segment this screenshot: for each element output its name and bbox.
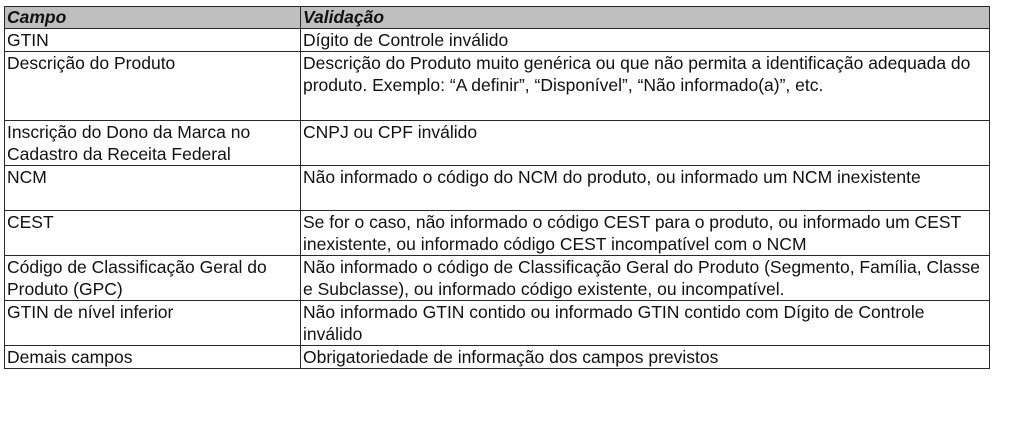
- campo-cell: NCM: [5, 166, 301, 211]
- campo-cell: Descrição do Produto: [5, 52, 301, 121]
- campo-cell: Código de Classificação Geral do Produto (GPC): [5, 256, 301, 301]
- validacao-cell: Não informado GTIN contido ou informado GTIN contido com Dígito de Controle inválido: [301, 301, 990, 346]
- validacao-cell: Não informado o código de Classificação Geral do Produto (Segmento, Família, Classe e Subclasse), ou informado código existente, ou incompatível.: [301, 256, 990, 301]
- table-row: [5, 211, 990, 256]
- validation-table: [4, 6, 990, 369]
- validacao-cell: Obrigatoriedade de informação dos campos previstos: [301, 346, 990, 369]
- campo-cell: GTIN de nível inferior: [5, 301, 301, 346]
- column-header-campo: Campo: [5, 7, 301, 29]
- validacao-cell: Não informado o código do NCM do produto, ou informado um NCM inexistente: [301, 166, 990, 211]
- table-header-row: [5, 7, 990, 29]
- table-row: [5, 256, 990, 301]
- campo-cell: Demais campos: [5, 346, 301, 369]
- campo-cell: GTIN: [5, 29, 301, 52]
- campo-cell: CEST: [5, 211, 301, 256]
- validacao-cell: Descrição do Produto muito genérica ou que não permita a identificação adequada do produto. Exemplo: “A definir”, “Disponível”, “Não informado(a)”, etc.: [301, 52, 990, 121]
- table-row: [5, 121, 990, 166]
- table-row: [5, 301, 990, 346]
- table-row: [5, 166, 990, 211]
- table-row: [5, 346, 990, 369]
- table-row: [5, 52, 990, 121]
- validacao-cell: CNPJ ou CPF inválido: [301, 121, 990, 166]
- campo-cell: Inscrição do Dono da Marca no Cadastro da Receita Federal: [5, 121, 301, 166]
- table-row: [5, 29, 990, 52]
- validacao-cell: Se for o caso, não informado o código CEST para o produto, ou informado um CEST inexistente, ou informado código CEST incompatível com o NCM: [301, 211, 990, 256]
- validacao-cell: Dígito de Controle inválido: [301, 29, 990, 52]
- column-header-validacao: Validação: [301, 7, 990, 29]
